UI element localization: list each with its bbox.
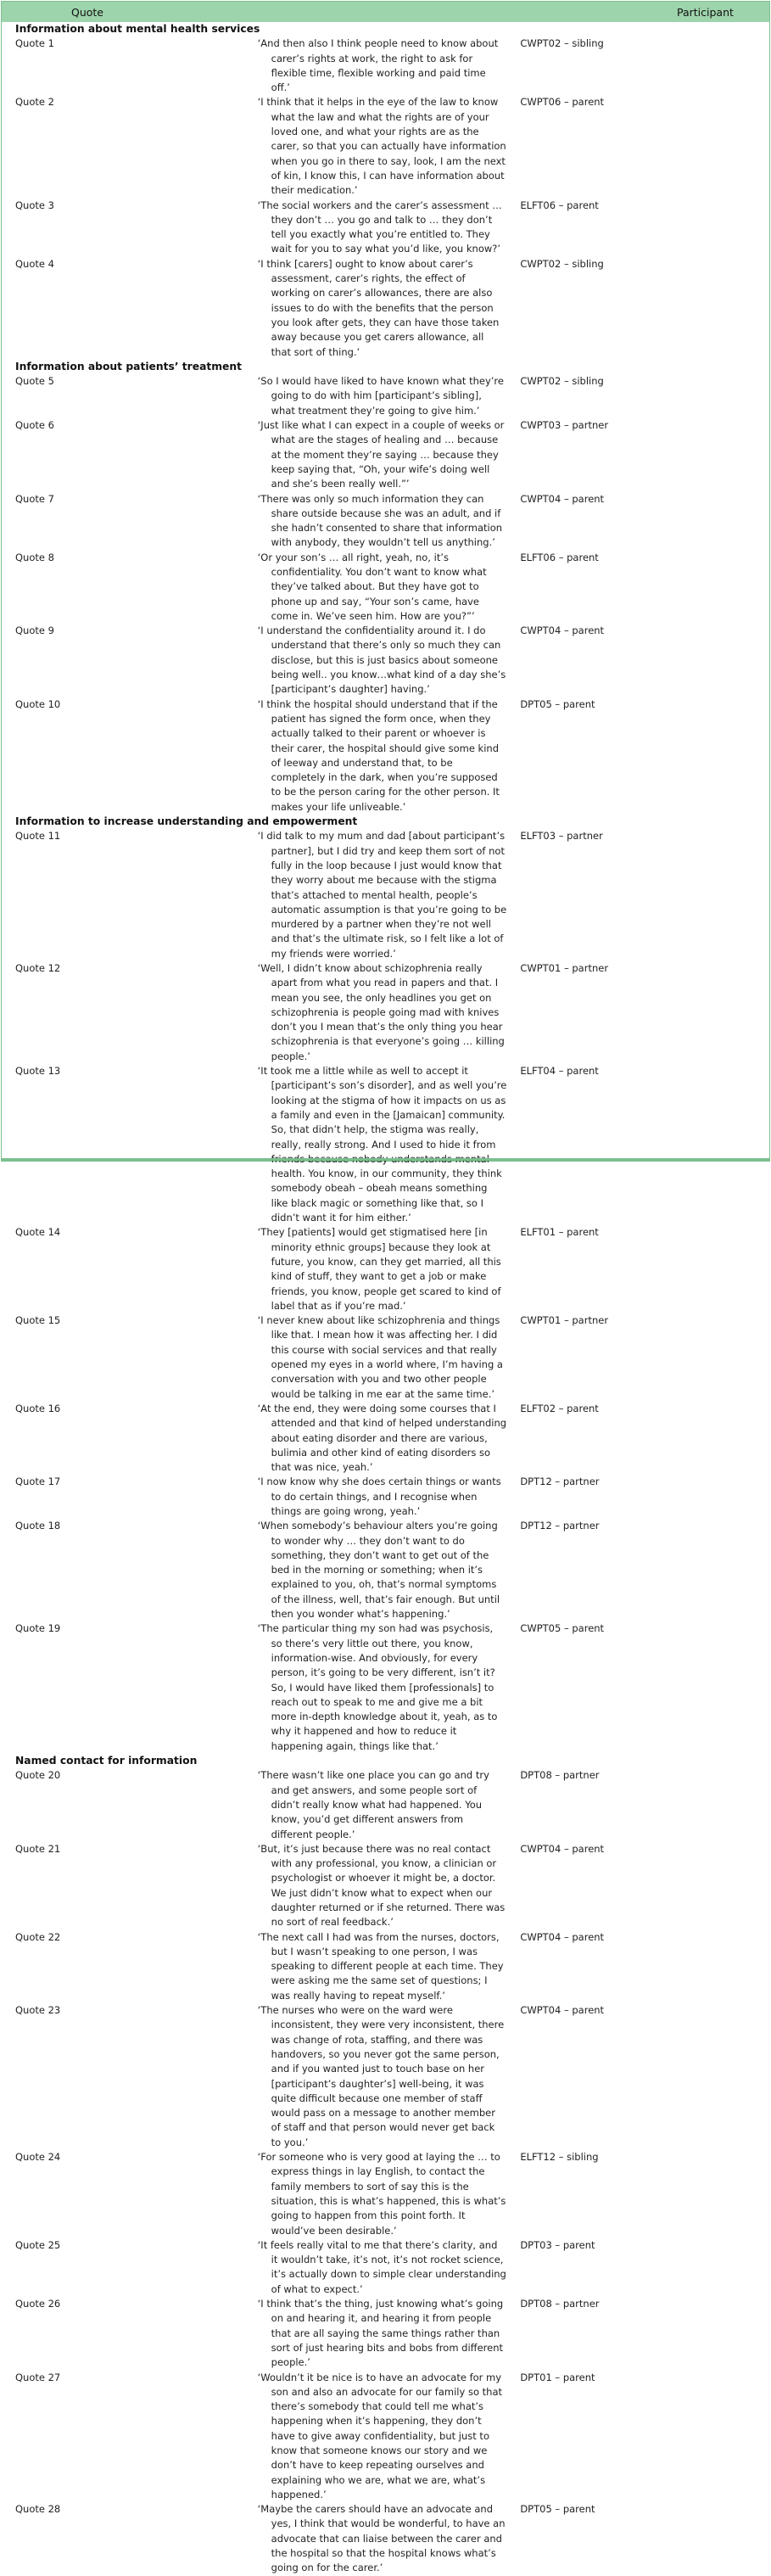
table-row (2, 1621, 769, 1754)
section-title: Information about patients’ treatment (15, 360, 243, 372)
quote-number: Quote 19 (15, 1622, 61, 1635)
section-heading (2, 815, 769, 829)
participant-id: CWPT01 – partner (520, 962, 609, 974)
quote-cell (258, 2297, 514, 2370)
quote-cell (258, 199, 514, 257)
participant-id: CWPT06 – parent (520, 96, 605, 109)
quote-cell (258, 2150, 514, 2238)
quote-cell (258, 829, 514, 961)
quote-number: Quote 27 (15, 2371, 61, 2383)
participant-id: DPT12 – partner (520, 1476, 600, 1488)
quote-cell (258, 95, 514, 198)
quote-text: ‘Maybe the carers should have an advocate and yes, I think that would be wonderful, to have an advocate that can liaise between the carer and the hospital so that the hospital knows what’s going on for the carer.’ (257, 2503, 506, 2574)
quote-number: Quote 14 (15, 1226, 61, 1239)
quote-cell (258, 624, 514, 697)
quote-cell (258, 374, 514, 418)
participant-id: ELFT04 – parent (520, 1065, 599, 1078)
quote-cell (258, 492, 514, 551)
quote-table (1, 1, 770, 2574)
participant-id: DPT03 – parent (520, 2238, 595, 2251)
participant-id: CWPT04 – parent (520, 492, 605, 505)
quote-text: ‘There was only so much information they can share outside because she was an adult, and if she hadn’t consented to share that information with anybody, they wouldn’t tell us anything.’ (257, 492, 503, 549)
table-row (2, 961, 769, 1064)
table-header (2, 2, 769, 22)
quote-cell (258, 418, 514, 491)
table-row (2, 2502, 769, 2575)
quote-cell (258, 257, 514, 360)
table-row (2, 1519, 769, 1621)
participant-id: CWPT04 – parent (520, 624, 605, 637)
quote-number: Quote 2 (15, 96, 54, 109)
quote-number: Quote 5 (15, 375, 54, 388)
participant-id: DPT08 – partner (520, 2298, 600, 2310)
quote-text: ‘But, it’s just because there was no real contact with any professional, you know, a clinician or psychologist or whoever it might be, a doctor. We just didn’t know what to expect when our daughter returned or if she returned. There was no sort of real feedback.’ (257, 1842, 506, 1929)
table-row (2, 257, 769, 360)
section-heading (2, 360, 769, 374)
quote-cell (258, 1519, 514, 1621)
participant-id: CWPT02 – sibling (520, 257, 604, 270)
quote-number: Quote 12 (15, 962, 61, 974)
participant-id: DPT05 – parent (520, 2503, 595, 2516)
quote-text: ‘At the end, they were doing some courses that I attended and that kind of helped understanding about eating disorder and there are various, bulimia and other kind of eating disorders so that was nice, yeah.’ (257, 1402, 507, 1474)
participant-id: CWPT02 – sibling (520, 37, 604, 50)
quote-number: Quote 21 (15, 1842, 61, 1855)
quote-text: ‘Or your son’s … all right, yeah, no, it’s confidentiality. You don’t want to know what they’ve talked about. But they have got to phone up and say, “Your son’s came, have come in. We’ve seen him. How are you?”’ (257, 551, 487, 622)
quote-text: ‘I think that it helps in the eye of the law to know what the law and what the rights are of your loved one, and what your rights are as the carer, so that you can actually have information when you go in there to say, look, I am the next of kin, I know this, I can have information about their medication.’ (257, 96, 506, 197)
section-title: Information about mental health services (15, 23, 260, 35)
participant-id: DPT12 – partner (520, 1520, 600, 1532)
quote-number: Quote 13 (15, 1065, 61, 1078)
table-row (2, 374, 769, 418)
quote-text: ‘It took me a little while as well to accept it [participant’s son’s disorder], and as well you’re looking at the stigma of how it impacts on us as a family and even in the [Jamaican] community. So, that didn’t help, the stigma was really, really, really strong. And I used to hide it from health. You know, in our community, they think somebody obeah – obeah means something like black magic or something like that, so I didn’t want it for him either.’ (257, 1065, 507, 1224)
quote-number: Quote 16 (15, 1402, 61, 1414)
table-row (2, 1475, 769, 1519)
quote-cell (258, 697, 514, 815)
quote-text: ‘The nurses who were on the ward were inconsistent, they were very inconsistent, there was change of rota, staffing, and there was handovers, so you never got the same person, and if you wanted just to touch base on her [participant’s daughter’s] well-being, it was quite difficult because one member of staff would pass on a message to another member of staff and that person would never get back to you.’ (257, 2004, 505, 2148)
participant-id: ELFT02 – parent (520, 1402, 599, 1414)
quote-number: Quote 22 (15, 1930, 61, 1943)
quote-cell (258, 1842, 514, 1930)
quote-number: Quote 11 (15, 830, 61, 843)
participant-id: ELFT06 – parent (520, 199, 599, 211)
quote-text: ‘I did talk to my mum and dad [about participant’s partner], but I did try and keep them sort of not fully in the loop because I just would know that they worry about me because with the stigma that’s attached to mental health, people’s automatic assumption is that you’re going to be murdered by a partner when they’re not well and that’s the ultimate risk, so I felt like a lot of my friends were worried.’ (257, 830, 507, 960)
participant-id: DPT01 – parent (520, 2371, 595, 2383)
quote-cell (258, 1930, 514, 2003)
quote-text: ‘And then also I think people need to know about carer’s rights at work, the right to ask for flexible time, flexible working and paid time off.’ (257, 37, 499, 94)
table-row (2, 551, 769, 624)
quote-text: ‘When somebody’s behaviour alters you’re going to wonder why … they don’t want to do something, they don’t want to get out of the bed in the morning or something; when it’s explained to you, oh, that’s normal symptoms of the illness, well, that’s fair enough. But until then you wonder what’s happening.’ (257, 1520, 500, 1621)
table-row (2, 1225, 769, 1313)
participant-id: CWPT03 – partner (520, 419, 609, 432)
table-bottom-rule (2, 1158, 769, 1161)
table-row (2, 1064, 769, 1225)
table-row (2, 624, 769, 697)
quote-text: ‘Wouldn’t it be nice is to have an advocate for my son and also an advocate for our family so that there’s somebody that could tell me what’s happening when it’s happening, they don’t have to give away confidentiality, but just to know that someone knows our story and we don’t have to keep repeating ourselves and explaining who we are, what we are, what’s happened.’ (257, 2371, 502, 2500)
quote-number: Quote 28 (15, 2503, 61, 2516)
section-heading (2, 1754, 769, 1768)
table-row (2, 2238, 769, 2297)
quote-cell (258, 1402, 514, 1475)
quote-cell (258, 1768, 514, 1841)
quote-text: ‘I now know why she does certain things or wants to do certain things, and I recognise when things are going wrong, yeah.’ (257, 1476, 501, 1517)
quote-text: ‘Just like what I can expect in a couple of weeks or what are the stages of healing and … because at the moment they’re saying … because they keep saying that, “Oh, your wife’s doing well and she’s been really well.”’ (257, 419, 505, 490)
quote-number: Quote 4 (15, 257, 54, 270)
quote-number: Quote 17 (15, 1476, 61, 1488)
table-row (2, 199, 769, 257)
quote-cell (258, 961, 514, 1064)
table-row (2, 36, 769, 95)
table-row (2, 829, 769, 961)
quote-number: Quote 7 (15, 492, 54, 505)
quote-text: ‘It feels really vital to me that there’s clarity, and it wouldn’t take, it’s not, it’s not rocket science, it’s actually down to simple clear understanding of what to expect.’ (257, 2238, 506, 2295)
participant-id: CWPT04 – parent (520, 2004, 605, 2017)
quote-text: ‘So I would have liked to have known what they’re going to do with him [participant’s sibling], what treatment they’re going to give him.’ (257, 375, 504, 417)
section-title: Named contact for information (15, 1755, 198, 1767)
participant-id: CWPT02 – sibling (520, 375, 604, 388)
quote-text: ‘I think [carers] ought to know about carer’s assessment, carer’s rights, the effect of working on carer’s allowances, there are also issues to do with the benefits that the person you look after gets, they can have those taken away because you get carers allowance, all that sort of thing.’ (257, 257, 500, 358)
quote-cell (258, 2238, 514, 2297)
quote-cell (258, 551, 514, 624)
table-body (2, 22, 769, 2576)
quote-number: Quote 3 (15, 199, 54, 211)
table-row (2, 1842, 769, 1930)
table-row (2, 1313, 769, 1402)
table-row (2, 1930, 769, 2003)
table-row (2, 1768, 769, 1841)
table-row (2, 1402, 769, 1475)
quote-number: Quote 10 (15, 697, 61, 710)
quote-text: ‘They [patients] would get stigmatised here [in minority ethnic groups] because they look at future, you know, can they get married, all this kind of stuff, they want to get a job or make friends, you know, people get scared to kind of label that as if you’re mad.’ (257, 1226, 501, 1312)
table-row (2, 2150, 769, 2238)
quote-number: Quote 25 (15, 2238, 61, 2251)
table-row (2, 492, 769, 551)
quote-text: ‘I think that’s the thing, just knowing what’s going on and hearing it, and hearing it from people that are all saying the same things rather than sort of just hearing bits and bobs from different people.’ (257, 2298, 504, 2369)
participant-id: ELFT01 – parent (520, 1226, 599, 1239)
quote-number: Quote 18 (15, 1520, 61, 1532)
section-heading (2, 22, 769, 36)
quote-cell (258, 2003, 514, 2150)
participant-id: ELFT03 – partner (520, 830, 603, 843)
table-row (2, 2297, 769, 2370)
quote-number: Quote 24 (15, 2151, 61, 2164)
quote-text: ‘I understand the confidentiality around it. I do understand that there’s only so much they can disclose, but this is just basics about someone being well.. you know…what kind of a day she’s [participant’s daughter] having.’ (257, 624, 506, 696)
participant-id: CWPT04 – parent (520, 1842, 605, 1855)
quote-text: ‘Well, I didn’t know about schizophrenia really apart from what you read in papers and that. I mean you see, the only headlines you get on schizophrenia is people going mad with knives don’t you I mean that’s the only thing you hear schizophrenia is that everyone’s going … killing people.’ (257, 962, 505, 1062)
quote-number: Quote 20 (15, 1769, 61, 1782)
quote-number: Quote 9 (15, 624, 54, 637)
quote-text: ‘The social workers and the carer’s assessment … they don’t … you go and talk to … they don’t tell you exactly what you’re entitled to. They wait for you to say what you’d like, you know?’ (257, 199, 502, 255)
quote-number: Quote 23 (15, 2004, 61, 2017)
section-title: Information to increase understanding and empowerment (15, 815, 358, 828)
quote-cell (258, 1621, 514, 1754)
quote-cell (258, 2371, 514, 2503)
quote-cell (258, 1064, 514, 1225)
participant-id: ELFT06 – parent (520, 551, 599, 563)
participant-id: CWPT04 – parent (520, 1930, 605, 1943)
quote-number: Quote 8 (15, 551, 54, 563)
quote-text: ‘For someone who is very good at laying the … to express things in lay English, to contact the family members to sort of say this is the situation, this is what’s happened, this is what’s going to happen from this point forth. It would’ve been desirable.’ (257, 2151, 506, 2237)
quote-number: Quote 6 (15, 419, 54, 432)
participant-id: DPT08 – partner (520, 1769, 600, 1782)
participant-id: CWPT05 – parent (520, 1622, 605, 1635)
quote-number: Quote 15 (15, 1314, 61, 1327)
participant-id: CWPT01 – partner (520, 1314, 609, 1327)
header-participant: Participant (677, 5, 734, 19)
quote-text: ‘There wasn’t like one place you can go and try and get answers, and some people sort of didn’t really know what had happened. You know, you’d get different answers from different people.’ (257, 1769, 489, 1840)
quote-cell (258, 1313, 514, 1402)
quote-text: ‘I think the hospital should understand that if the patient has signed the form once, when they actually talked to their parent or whoever is their carer, the hospital should give some kind of leeway and understand that, to be completely in the dark, when you’re supposed to be the person caring for the other person. It makes your life unliveable.’ (257, 697, 500, 813)
quote-cell (258, 1475, 514, 1519)
table-row (2, 2003, 769, 2150)
header-quote: Quote (71, 5, 104, 19)
quote-cell (258, 2502, 514, 2575)
quote-cell (258, 36, 514, 95)
quote-number: Quote 26 (15, 2298, 61, 2310)
table-row (2, 418, 769, 491)
table-row (2, 697, 769, 815)
participant-id: DPT05 – parent (520, 697, 595, 710)
participant-id: ELFT12 – sibling (520, 2151, 599, 2164)
quote-number: Quote 1 (15, 37, 54, 50)
quote-text: ‘I never knew about like schizophrenia and things like that. I mean how it was affecting her. I did this course with social services and that really opened my eyes in a world where, I’m having a conversation with you and two other people would be talking in me ear at the same time.’ (257, 1314, 503, 1400)
table-row (2, 95, 769, 198)
quote-cell (258, 1225, 514, 1313)
table-row (2, 2371, 769, 2503)
quote-text: ‘The particular thing my son had was psychosis, so there’s very little out there, you know, information-wise. And obviously, for every person, it’s going to be very different, isn’t it? So, I would have liked them [professionals] to reach out to speak to me and give me a bit more in-depth knowledge about it, yeah, as to why it happened and how to reduce it happening again, things like that.’ (257, 1622, 498, 1752)
quote-text: ‘The next call I had was from the nurses, doctors, but I wasn’t speaking to one person, I was speaking to different people at each time. They were asking me the same set of questions; I was really having to repeat myself.’ (257, 1930, 504, 2002)
